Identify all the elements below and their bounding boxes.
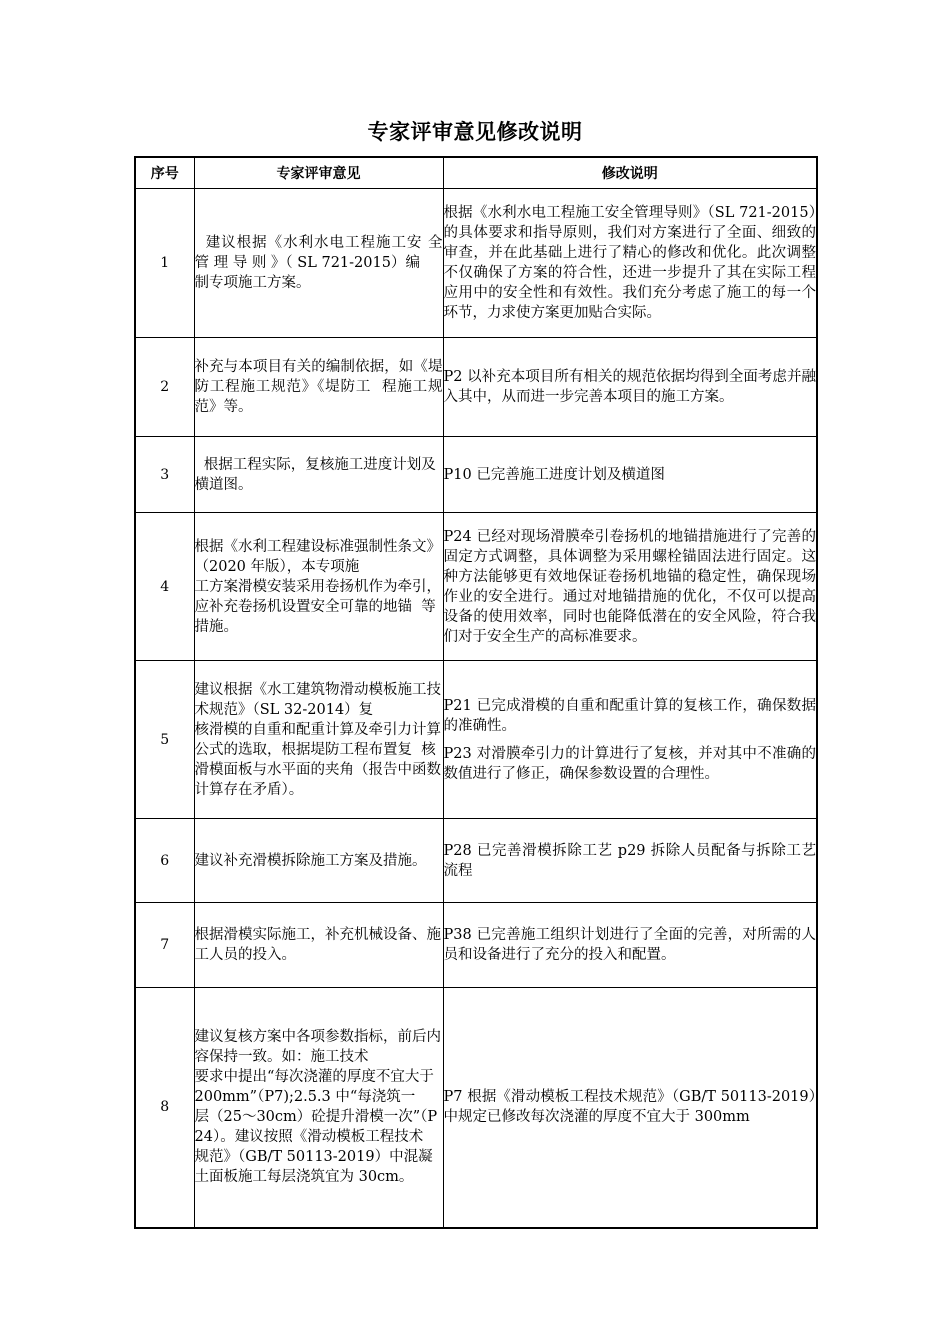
- table-row: [135, 338, 817, 437]
- revision-text: P2 以补充本项目所有相关的规范依据均得到全面考虑并融入其中，从而进一步完善本项目的施工方案。: [443, 369, 816, 405]
- table-row: [135, 988, 817, 1228]
- expert-opinion: [194, 819, 443, 903]
- opinion-text: 根据工程实际，复核施工进度计划及横道图。: [194, 456, 436, 493]
- header-revision: 修改说明: [443, 157, 817, 189]
- table-row: [135, 903, 817, 988]
- expert-opinion: [194, 437, 443, 513]
- table-row: [135, 661, 817, 819]
- opinion-text: 建议根据《水工建筑物滑动模板施工技术规范》（SL 32-2014）复 核滑模的自重和配重计算及牵引力计算公式的选取，根据堤防工程布置复 核滑模面板与水平面的夹角（报告中函数计算存在矛盾）。: [194, 681, 441, 798]
- revision-text: P7 根据《滑动模板工程技术规范》（GB/T 50113-2019）中规定已修改每次浇灌的厚度不宜大于 300mm: [443, 1089, 816, 1126]
- opinion-text: 补充与本项目有关的编制依据，如《堤防工程施工规范》《堤防工 程施工规范》等。: [194, 359, 443, 415]
- row-number: 8: [135, 988, 194, 1228]
- table-row: [135, 189, 817, 338]
- expert-opinion: [194, 513, 443, 661]
- revision-text: P28 已完善滑模拆除工艺 p29 拆除人员配备与拆除工艺流程: [443, 842, 816, 879]
- revision-text: P38 已完善施工组织计划进行了全面的完善，对所需的人员和设备进行了充分的投入和配置。: [443, 927, 816, 963]
- row-number: 4: [135, 513, 194, 661]
- revision-note: [443, 903, 817, 988]
- expert-opinion: [194, 189, 443, 338]
- row-number: 6: [135, 819, 194, 903]
- table-row: [135, 437, 817, 513]
- expert-opinion: [194, 903, 443, 988]
- header-opinion: 专家评审意见: [194, 157, 443, 189]
- revision-note: [443, 189, 817, 338]
- revision-text: 根据《水利水电工程施工安全管理导则》（SL 721-2015）的具体要求和指导原则，我们对方案进行了全面、细致的审查，并在此基础上进行了精心的修改和优化。此次调整不仅确保了方案的符合性，还进一步提升了其在实际工程应用中的安全性和有效性。我们充分考虑了施工的每一个环节，力求使方案更加贴合实际。: [443, 205, 816, 321]
- opinion-text: 建议复核方案中各项参数指标，前后内容保持一致。如：施工技术 要求中提出“每次浇灌的厚度不宜大于 200mm”（P7);2.5.3 中“每浇筑一 层（25～30cm）砼提升滑模一次”（P24）。建议按照《滑动模板工程技术 规范》（GB/T 50113-2019）中混凝土面板施工每层浇筑宜为 30cm。: [194, 1029, 441, 1186]
- revision-text: P23 对滑膜牵引力的计算进行了复核，并对其中不准确的数值进行了修正，确保参数设置的合理性。: [443, 745, 816, 782]
- header-num: 序号: [135, 157, 194, 189]
- table-row: [135, 819, 817, 903]
- expert-opinion: [194, 338, 443, 437]
- revision-note: [443, 437, 817, 513]
- expert-opinion: [194, 988, 443, 1228]
- row-number: 5: [135, 661, 194, 819]
- revision-note: [443, 661, 817, 819]
- opinion-text: 建议补充滑模拆除施工方案及措施。: [194, 852, 427, 869]
- revision-note: [443, 819, 817, 903]
- revision-note: [443, 513, 817, 661]
- revision-text: P10 已完善施工进度计划及横道图: [443, 466, 665, 483]
- table-row: [135, 513, 817, 661]
- review-table: [134, 156, 818, 1229]
- table-header-row: [135, 157, 817, 189]
- page-title: 专家评审意见修改说明: [367, 120, 583, 144]
- row-number: 7: [135, 903, 194, 988]
- row-number: 1: [135, 189, 194, 338]
- expert-opinion: [194, 661, 443, 819]
- row-number: 3: [135, 437, 194, 513]
- revision-text: P21 已完成滑模的自重和配重计算的复核工作，确保数据的准确性。: [443, 697, 816, 734]
- row-number: 2: [135, 338, 194, 437]
- revision-note: [443, 988, 817, 1228]
- opinion-text: 建议根据《水利水电工程施工安 全 管 理 导 则 》（ SL 721-2015）编 制专项施工方案。: [194, 235, 443, 291]
- opinion-text: 根据滑模实际施工，补充机械设备、施工人员的投入。: [194, 927, 441, 963]
- revision-note: [443, 338, 817, 437]
- revision-text: P24 已经对现场滑膜牵引卷扬机的地锚措施进行了完善的固定方式调整，具体调整为采用螺栓锚固法进行固定。这种方法能够更有效地保证卷扬机地锚的稳定性，确保现场作业的安全进行。通过对地锚措施的优化，不仅可以提高设备的使用效率，同时也能降低潜在的安全风险，符合我们对于安全生产的高标准要求。: [443, 528, 816, 645]
- opinion-text: 根据《水利工程建设标准强制性条文》（2020 年版），本专项施 工方案滑模安装采用卷扬机作为牵引，应补充卷扬机设置安全可靠的地锚 等措施。: [194, 538, 441, 635]
